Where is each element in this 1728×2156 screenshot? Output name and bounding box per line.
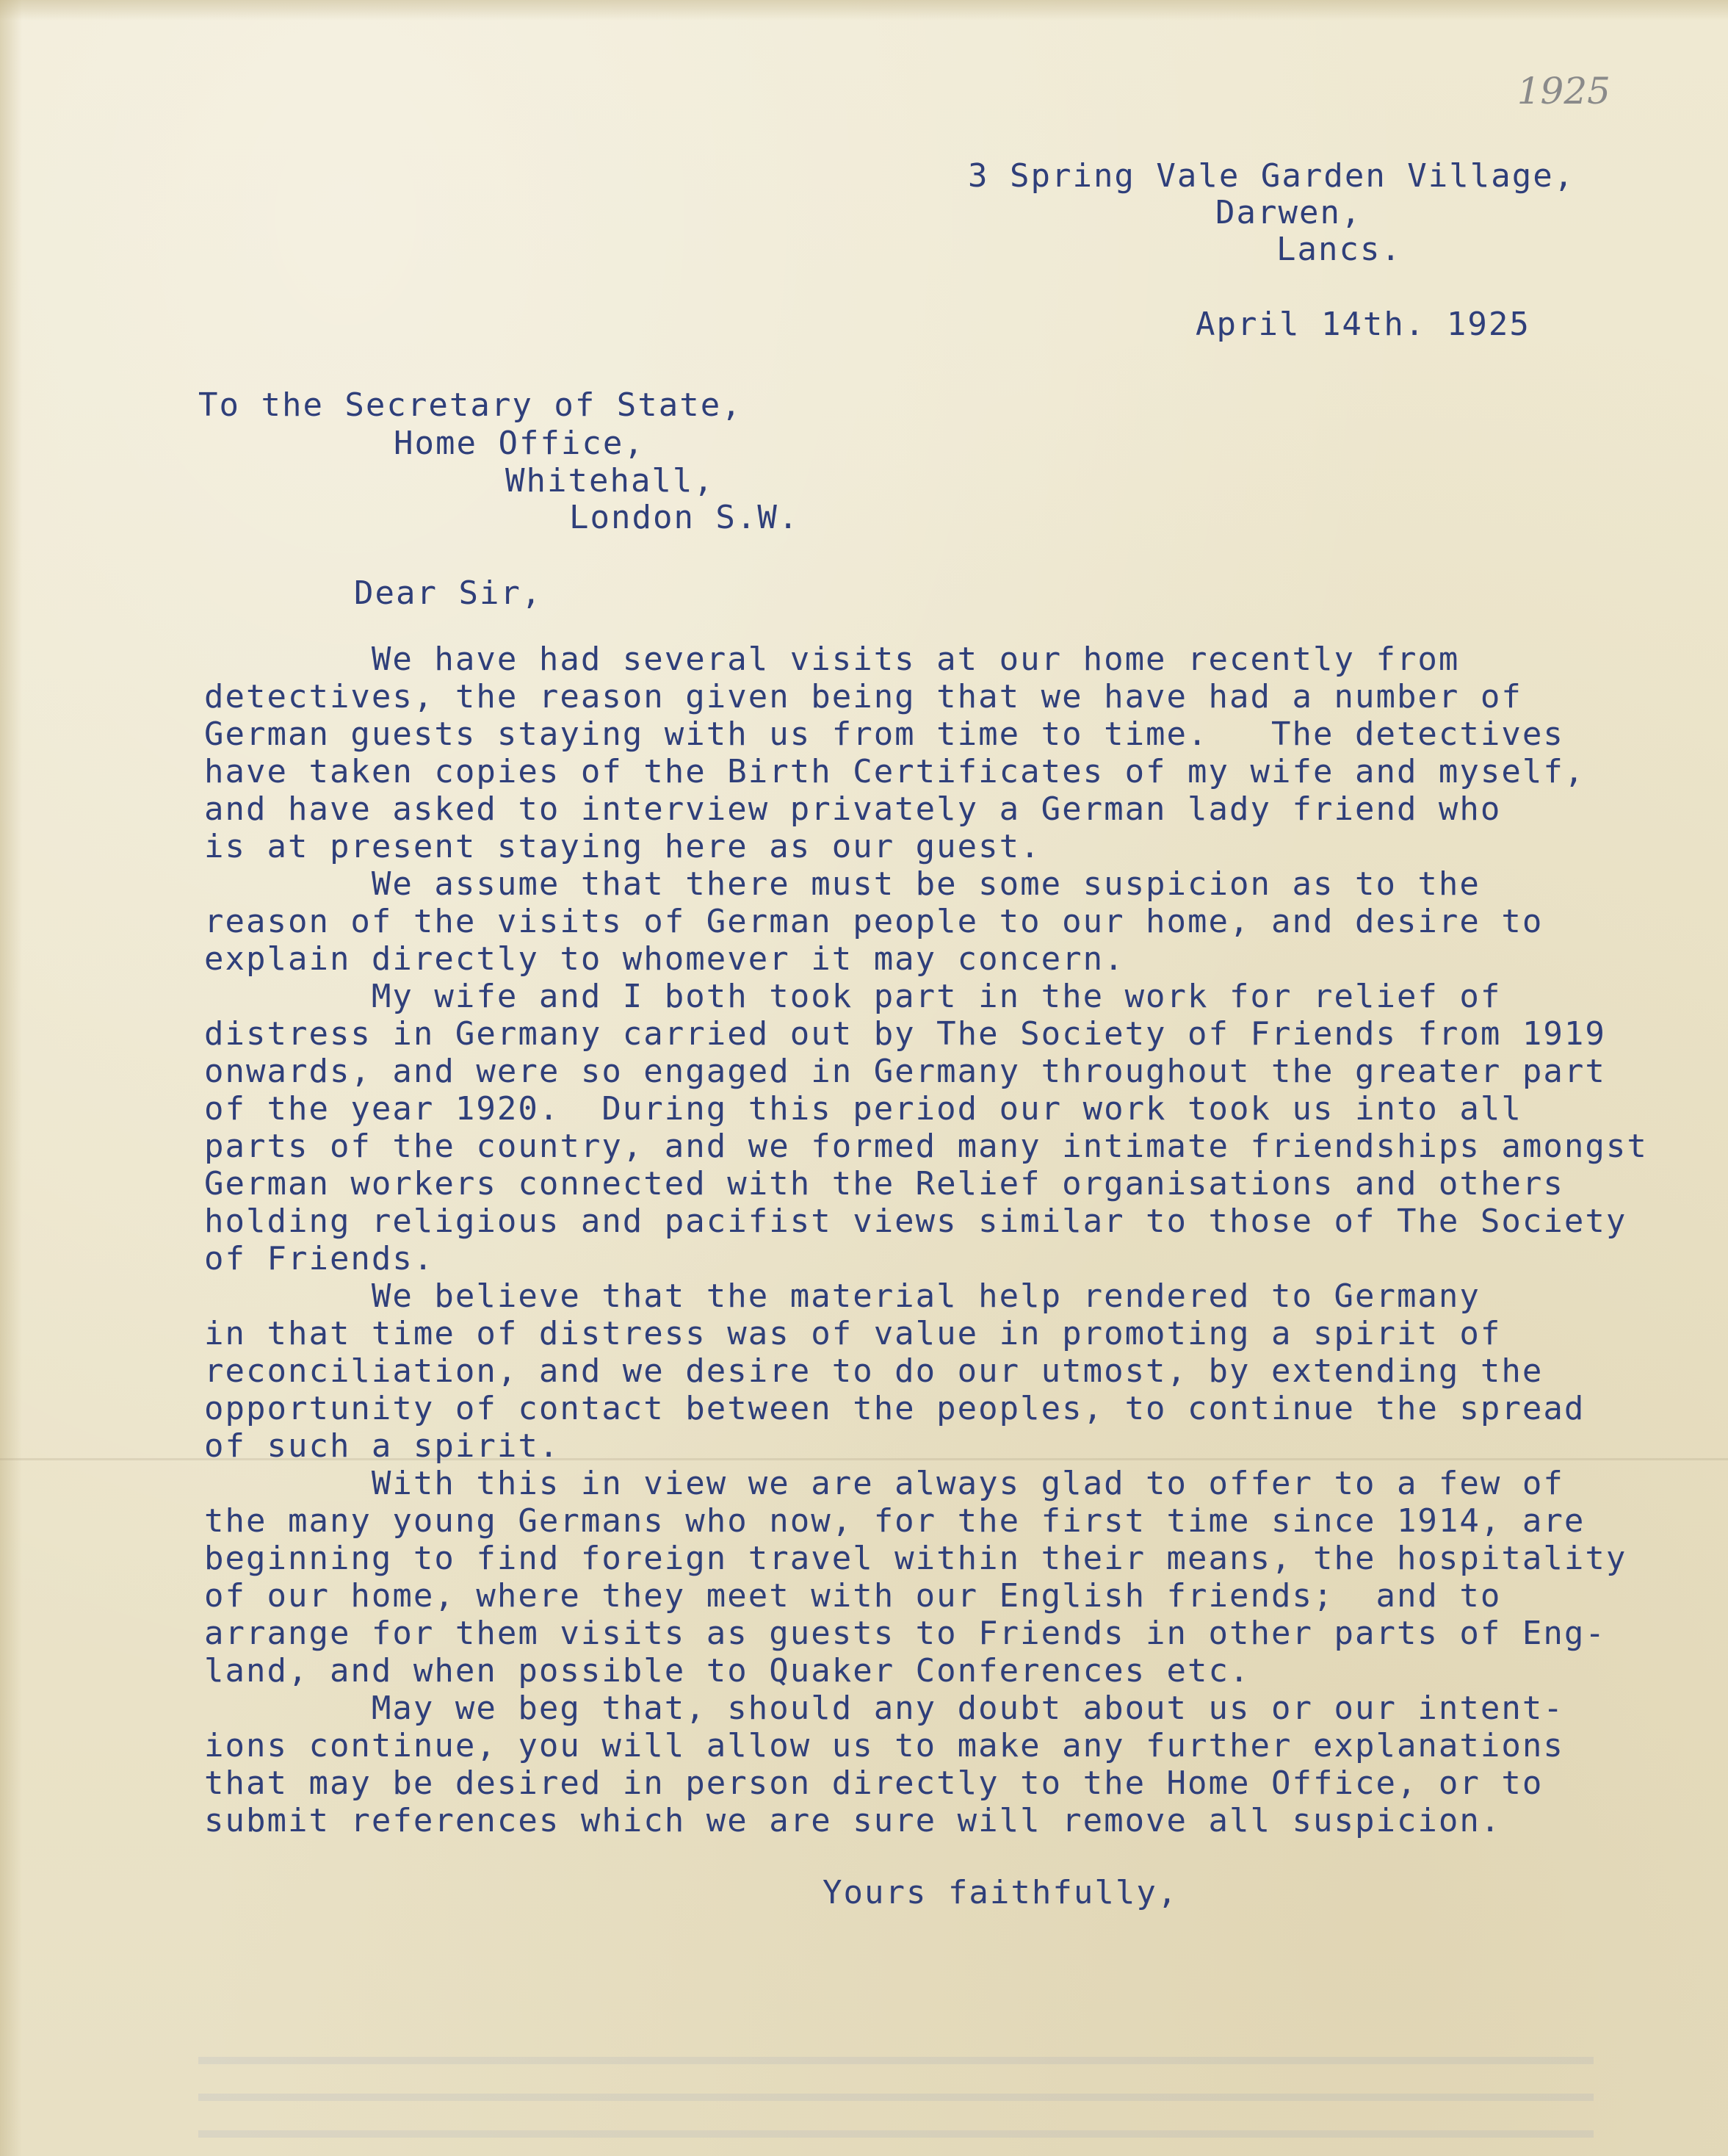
address-line-3: Lancs. [1276, 231, 1402, 268]
body-line: the many young Germans who now, for the first time since 1914, are [204, 1502, 1586, 1540]
body-line: explain directly to whomever it may concern. [204, 940, 1125, 978]
body-line: We assume that there must be some suspicion as to the [204, 865, 1481, 903]
paper-edge-left [0, 0, 22, 2156]
body-line: reconciliation, and we desire to do our utmost, by extending the [204, 1352, 1544, 1390]
bleed-through-line [198, 2057, 1594, 2064]
letter-date: April 14th. 1925 [1196, 306, 1530, 343]
body-line: May we beg that, should any doubt about us or our intent- [204, 1690, 1564, 1727]
recipient-line-3: Whitehall, [505, 462, 715, 500]
closing: Yours faithfully, [823, 1874, 1179, 1911]
body-line: German guests staying with us from time to time. The detectives [204, 715, 1564, 753]
body-line: is at present staying here as our guest. [204, 828, 1041, 865]
bleed-through-line [198, 2130, 1594, 2138]
body-line: have taken copies of the Birth Certificates of my wife and myself, [204, 753, 1586, 790]
body-line: of the year 1920. During this period our work took us into all [204, 1090, 1522, 1128]
body-line: parts of the country, and we formed many intimate friendships amongst [204, 1128, 1648, 1165]
body-line: holding religious and pacifist views similar to those of The Society [204, 1203, 1627, 1240]
paper-edge-top [0, 0, 1728, 21]
body-line: in that time of distress was of value in promoting a spirit of [204, 1315, 1502, 1352]
body-line: opportunity of contact between the peoples, to continue the spread [204, 1390, 1586, 1427]
recipient-line-4: London S.W. [569, 499, 800, 536]
body-line: land, and when possible to Quaker Conferences etc. [204, 1652, 1251, 1690]
address-line-1: 3 Spring Vale Garden Village, [968, 157, 1575, 195]
body-line: My wife and I both took part in the work for relief of [204, 978, 1502, 1015]
body-line: We have had several visits at our home recently from [204, 641, 1460, 678]
body-line: and have asked to interview privately a German lady friend who [204, 790, 1502, 828]
body-line: reason of the visits of German people to our home, and desire to [204, 903, 1544, 940]
body-line: distress in Germany carried out by The Society of Friends from 1919 [204, 1015, 1606, 1053]
pencil-note: 1925 [1516, 70, 1610, 112]
body-line: arrange for them visits as guests to Friends in other parts of Eng- [204, 1615, 1606, 1652]
bleed-through-line [198, 2094, 1594, 2101]
body-line: ions continue, you will allow us to make any further explanations [204, 1727, 1564, 1764]
body-line: detectives, the reason given being that we have had a number of [204, 678, 1522, 715]
salutation: Dear Sir, [354, 574, 543, 612]
body-line: of our home, where they meet with our English friends; and to [204, 1577, 1502, 1615]
address-line-2: Darwen, [1215, 194, 1362, 231]
body-line: We believe that the material help rendered to Germany [204, 1277, 1481, 1315]
body-line: With this in view we are always glad to offer to a few of [204, 1465, 1564, 1502]
recipient-line-1: To the Secretary of State, [198, 386, 742, 424]
body-line: that may be desired in person directly to the Home Office, or to [204, 1764, 1544, 1802]
body-line: of Friends. [204, 1240, 435, 1277]
body-line: of such a spirit. [204, 1427, 560, 1465]
body-line: German workers connected with the Relief organisations and others [204, 1165, 1564, 1203]
recipient-line-2: Home Office, [394, 425, 645, 462]
body-line: beginning to find foreign travel within their means, the hospitality [204, 1540, 1627, 1577]
body-line: onwards, and were so engaged in Germany throughout the greater part [204, 1053, 1606, 1090]
body-line: submit references which we are sure will remove all suspicion. [204, 1802, 1502, 1839]
